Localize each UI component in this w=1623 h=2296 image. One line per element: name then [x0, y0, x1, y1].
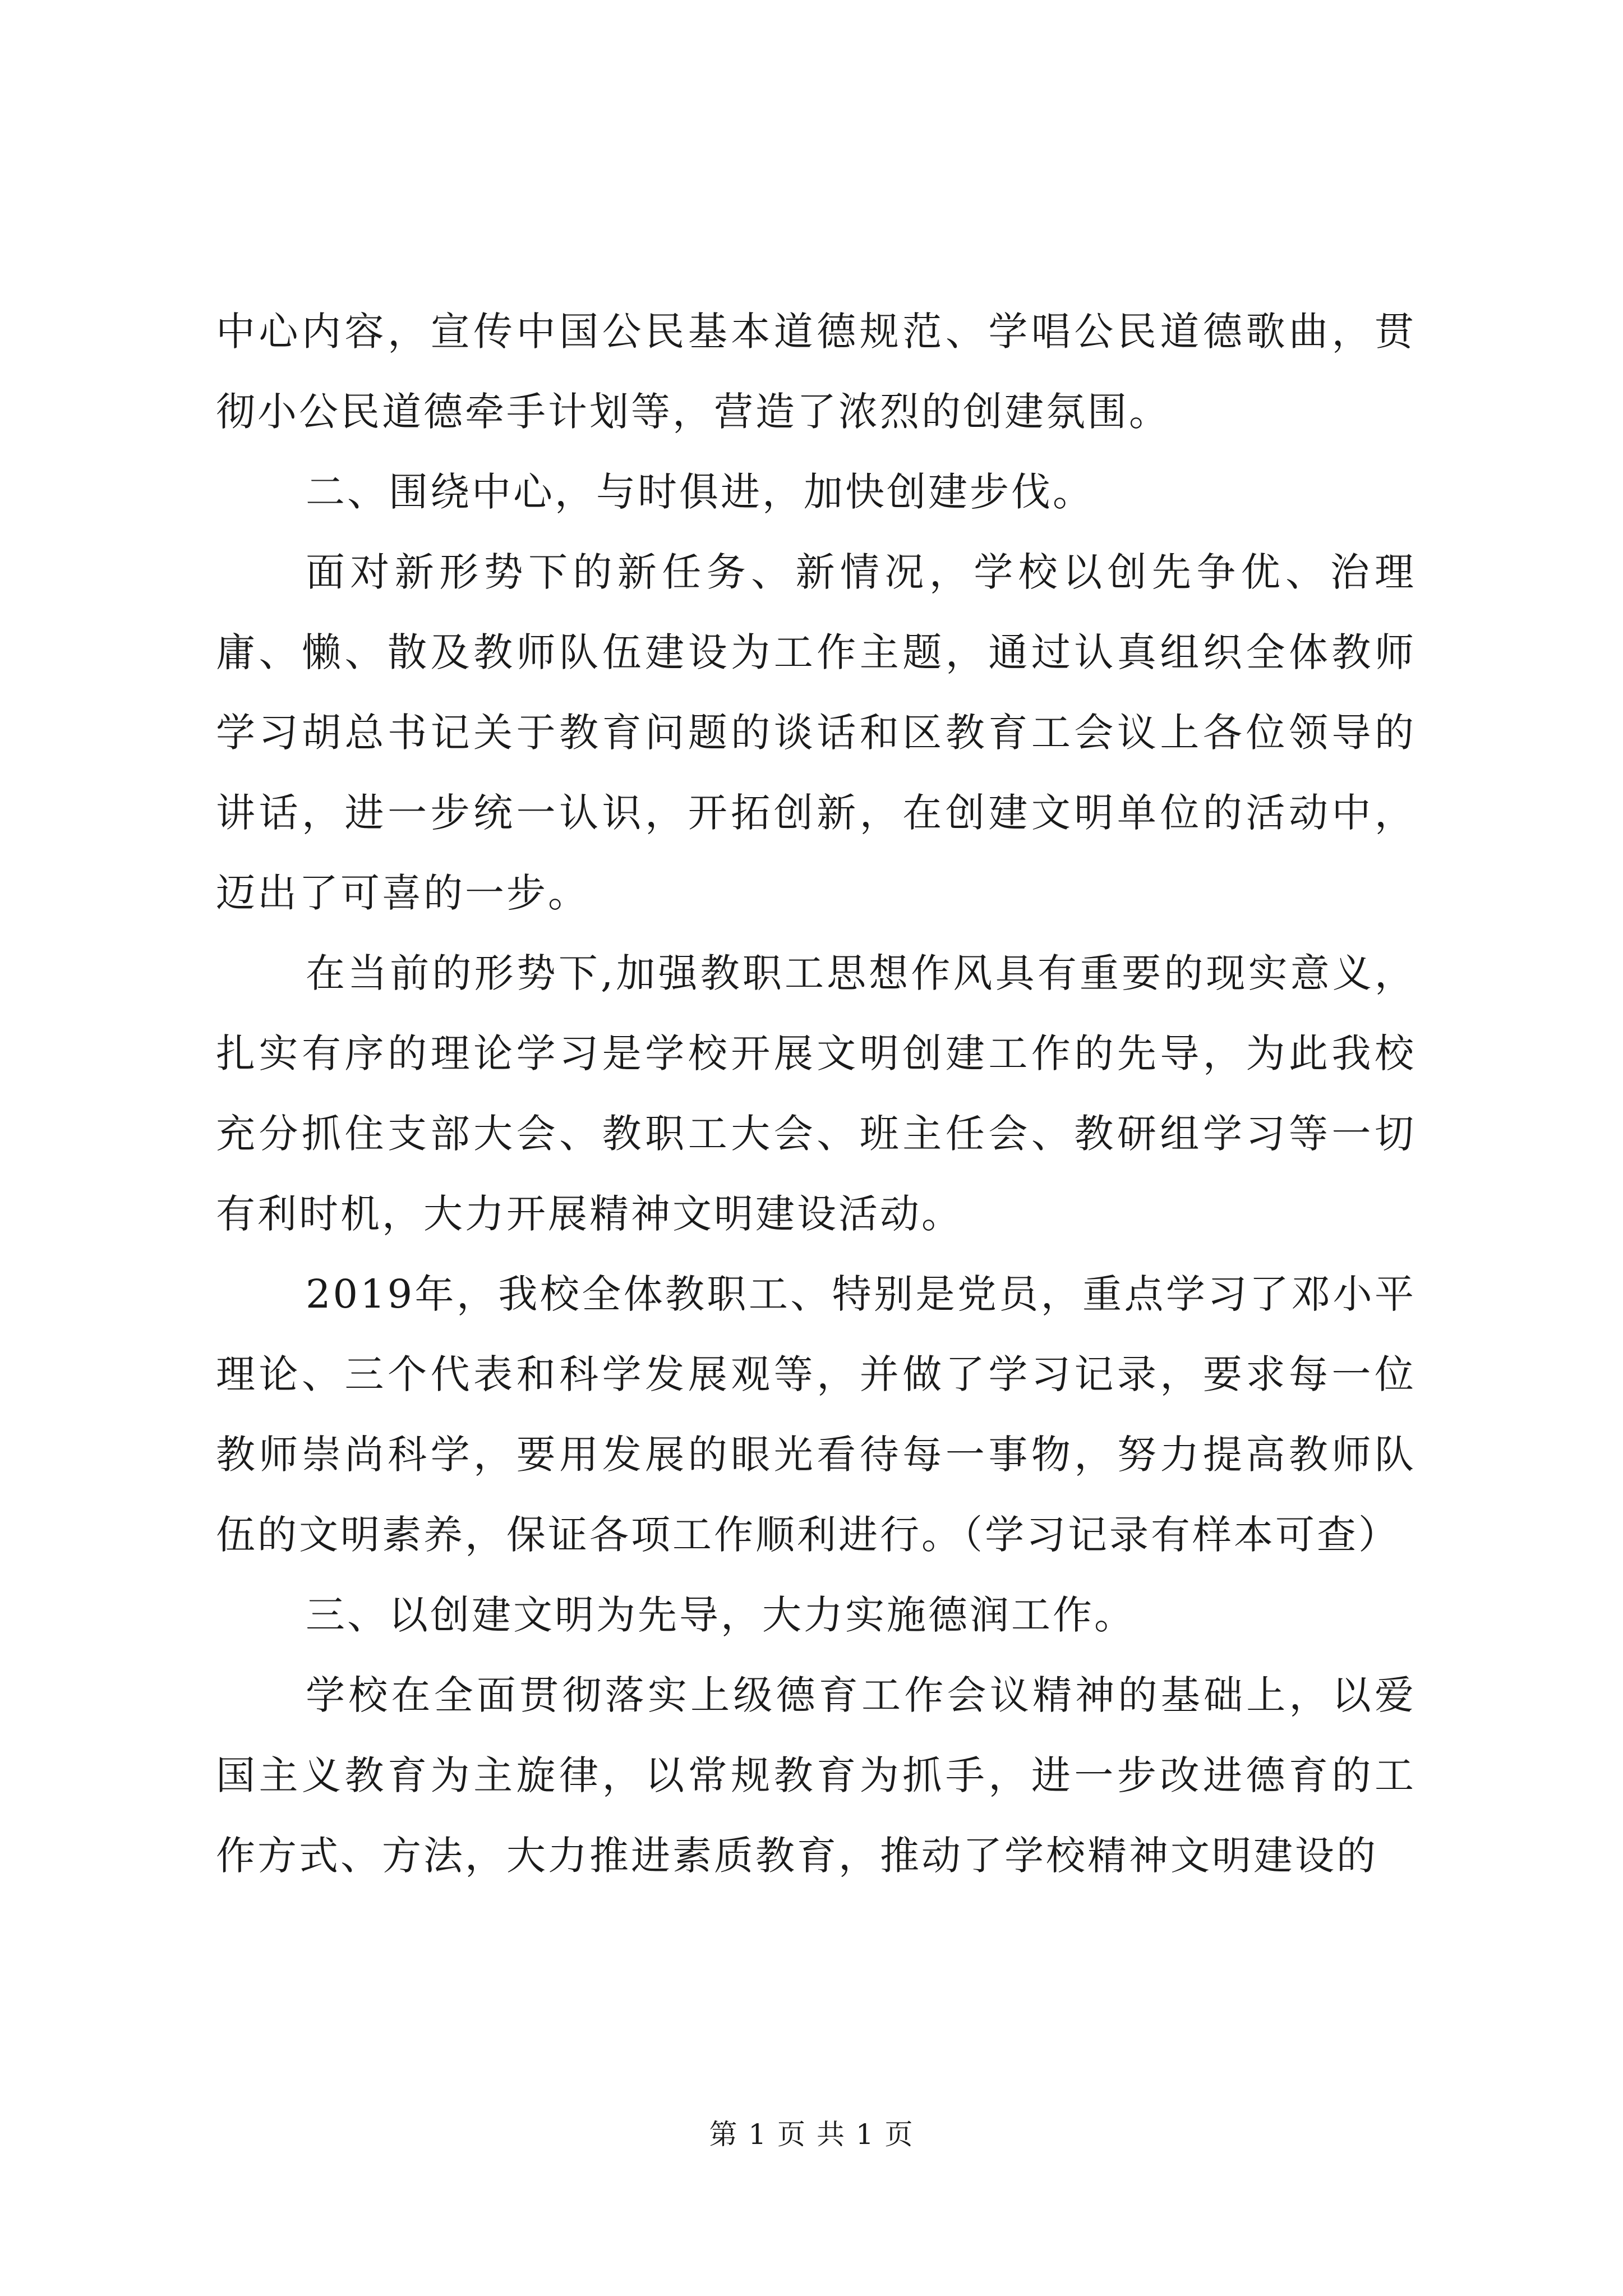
paragraph: 2019年，我校全体教职工、特别是党员，重点学习了邓小平理论、三个代表和科学发展观等，并做了学习记录，要求每一位教师崇尚科学，要用发展的眼光看待每一事物，努力提高教师队伍的文明素养，保证各项工作顺利进行。（学习记录有样本可查） — [216, 1271, 1416, 1558]
paragraph: 学校在全面贯彻落实上级德育工作会议精神的基础上，以爱国主义教育为主旋律，以常规教育为抓手，进一步改进德育的工作方式、方法，大力推进素质教育，推动了学校精神文明建设的 — [216, 1672, 1416, 1879]
paragraph-continuation: 中心内容，宣传中国公民基本道德规范、学唱公民道德歌曲，贯彻小公民道德牵手计划等，营造了浓烈的创建氛围。 — [216, 309, 1416, 435]
section-heading-3: 三、以创建文明为先导，大力实施德润工作。 — [306, 1592, 1136, 1638]
paragraph: 在当前的形势下,加强教职工思想作风具有重要的现实意义，扎实有序的理论学习是学校开展文明创建工作的先导，为此我校充分抓住支部大会、教职工大会、班主任会、教研组学习等一切有利时机，大力开展精神文明建设活动。 — [216, 950, 1416, 1237]
page-footer: 第 1 页 共 1 页 — [709, 2118, 914, 2151]
section-heading-2: 二、围绕中心，与时俱进，加快创建步伐。 — [306, 469, 1094, 515]
document-body — [216, 292, 1416, 1896]
paragraph: 面对新形势下的新任务、新情况，学校以创先争优、治理庸、懒、散及教师队伍建设为工作主题，通过认真组织全体教师学习胡总书记关于教育问题的谈话和区教育工会议上各位领导的讲话，进一步统一认识，开拓创新，在创建文明单位的活动中，迈出了可喜的一步。 — [216, 549, 1416, 916]
